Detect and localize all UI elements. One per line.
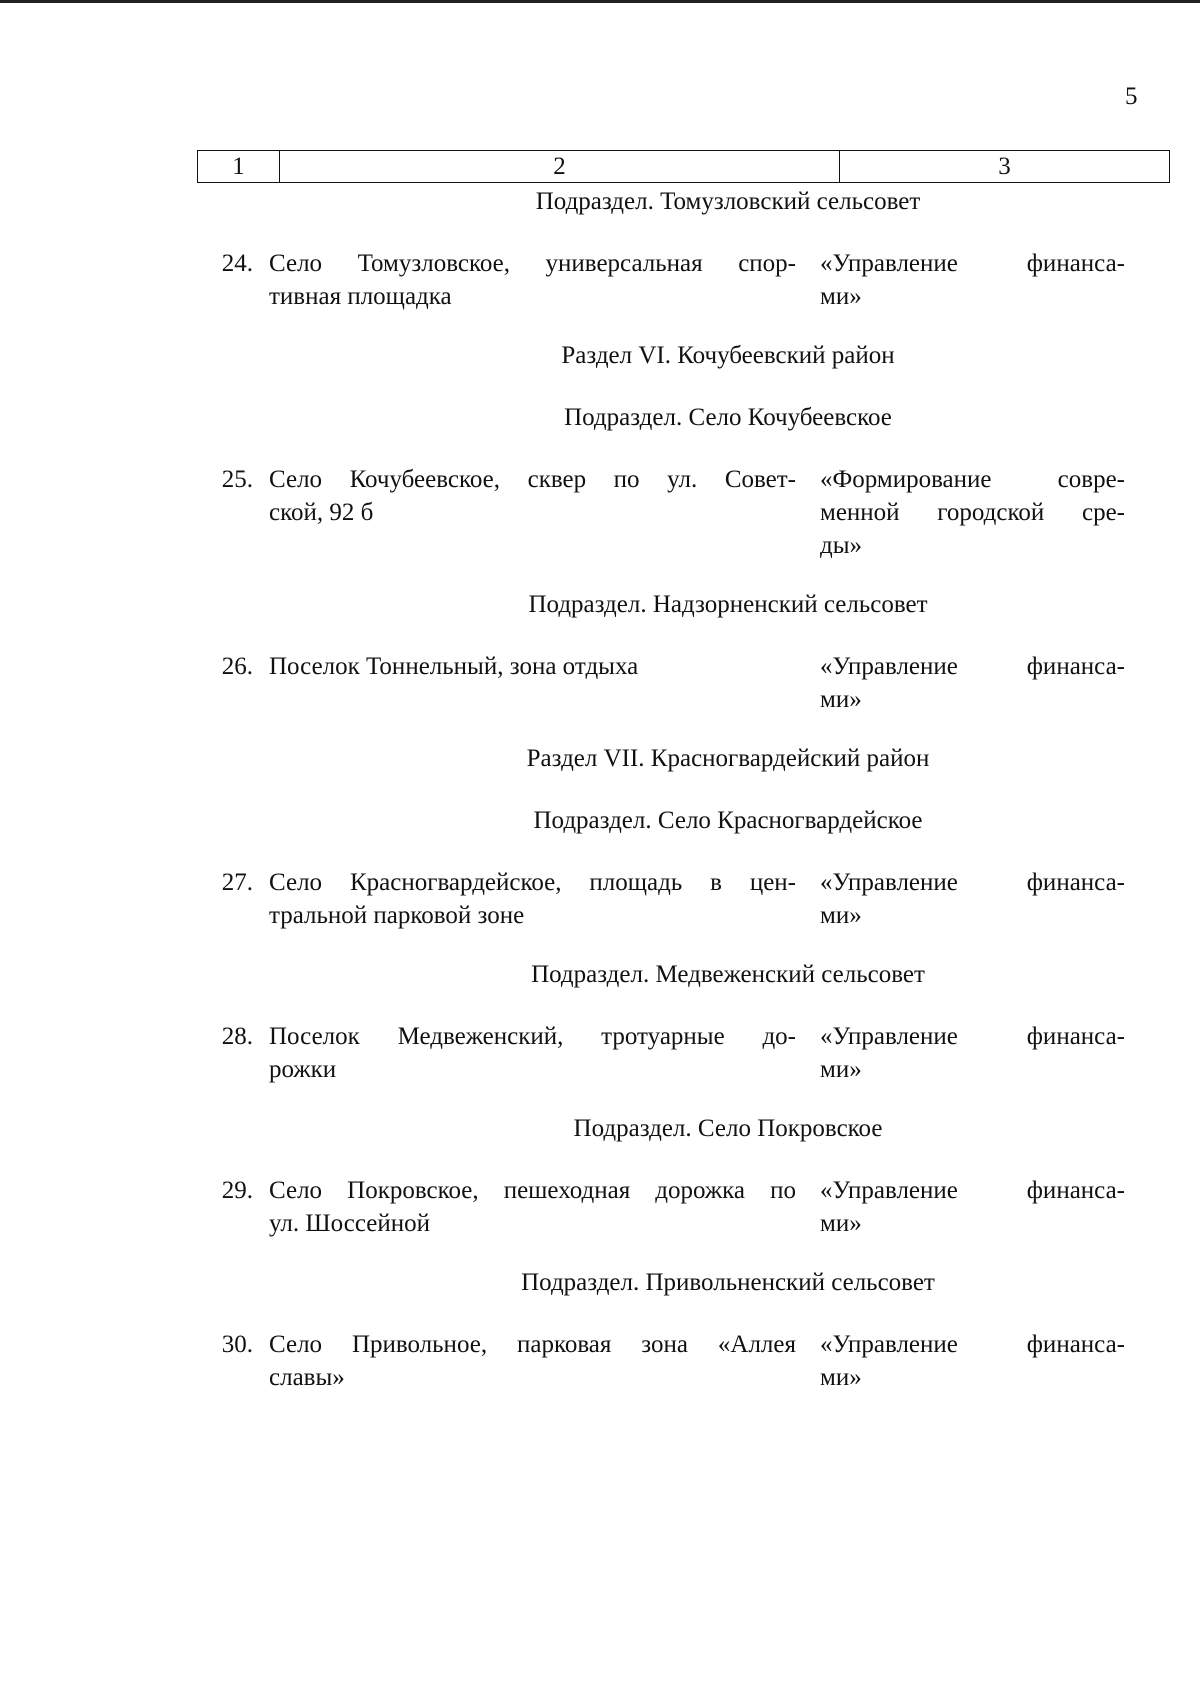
section-heading: Подраздел. Медвеженский сельсовет: [531, 961, 925, 988]
program-line: ми»: [820, 1364, 862, 1391]
description-line: ской, 92 б: [269, 499, 374, 526]
table-row: [197, 1174, 1169, 1240]
section-heading: Подраздел. Село Покровское: [573, 1115, 883, 1142]
row-program: [810, 247, 1125, 313]
description-line: Село Красногвардейское, площадь в цен-: [269, 869, 796, 896]
program-line: ми»: [820, 902, 862, 929]
program-line: менной городской сре-: [820, 499, 1125, 526]
table-row: [197, 1328, 1169, 1394]
program-line: ми»: [820, 1056, 862, 1083]
program-line: «Управление финанса-: [820, 1023, 1125, 1050]
row-description: [263, 1328, 810, 1394]
row-number: 27.: [221, 869, 253, 896]
header-col-3: 3: [840, 151, 1170, 183]
description-line: тральной парковой зоне: [269, 902, 525, 929]
section-heading: Подраздел. Томузловский сельсовет: [535, 188, 921, 215]
top-rule: [0, 0, 1200, 3]
row-program: [810, 1020, 1125, 1086]
row-description: [263, 1020, 810, 1086]
row-description: [263, 866, 810, 932]
row-number: 26.: [221, 653, 253, 680]
description-line: славы»: [269, 1364, 345, 1391]
table-row: [197, 1020, 1169, 1086]
description-line: рожки: [269, 1056, 337, 1083]
description-line: Поселок Тоннельный, зона отдыха: [269, 653, 639, 680]
description-line: Село Привольное, парковая зона «Аллея: [269, 1331, 796, 1358]
row-number: 24.: [221, 250, 253, 277]
row-number: 28.: [221, 1023, 253, 1050]
section-heading: Раздел VI. Кочубеевский район: [561, 342, 895, 369]
document-body: [197, 185, 1169, 1394]
table-row: [197, 463, 1169, 562]
program-line: «Управление финанса-: [820, 653, 1125, 680]
program-line: «Управление финанса-: [820, 250, 1125, 277]
program-line: ми»: [820, 1210, 862, 1237]
table-header: [197, 150, 1170, 183]
program-line: «Управление финанса-: [820, 1331, 1125, 1358]
row-program: [810, 1174, 1125, 1240]
section-heading: Подраздел. Село Красногвардейское: [533, 807, 923, 834]
program-line: «Управление финанса-: [820, 1177, 1125, 1204]
description-line: Поселок Медвеженский, тротуарные до-: [269, 1023, 796, 1050]
description-line: тивная площадка: [269, 283, 452, 310]
program-line: ми»: [820, 686, 862, 713]
table-row: [197, 247, 1169, 313]
program-line: ды»: [820, 532, 863, 559]
row-description: [263, 463, 810, 562]
section-heading: Подраздел. Село Кочубеевское: [564, 404, 892, 431]
program-line: «Управление финанса-: [820, 869, 1125, 896]
row-number: 29.: [221, 1177, 253, 1204]
row-description: [263, 247, 810, 313]
description-line: Село Покровское, пешеходная дорожка по: [269, 1177, 796, 1204]
row-program: [810, 1328, 1125, 1394]
row-description: [263, 1174, 810, 1240]
section-heading: Раздел VII. Красногвардейский район: [526, 745, 930, 772]
page-number: 5: [1125, 83, 1138, 110]
table-row: [197, 866, 1169, 932]
section-heading: Подраздел. Привольненский сельсовет: [521, 1269, 935, 1296]
table-row: [197, 650, 1169, 716]
header-col-1: 1: [198, 151, 280, 183]
section-heading: Подраздел. Надзорненский сельсовет: [528, 591, 928, 618]
program-line: «Формирование совре-: [820, 466, 1125, 493]
row-number: 25.: [221, 466, 253, 493]
description-line: ул. Шоссейной: [269, 1210, 430, 1237]
row-program: [810, 463, 1125, 562]
row-program: [810, 650, 1125, 716]
program-line: ми»: [820, 283, 862, 310]
row-number: 30.: [221, 1331, 253, 1358]
description-line: Село Томузловское, универсальная спор-: [269, 250, 796, 277]
header-col-2: 2: [280, 151, 840, 183]
row-description: [263, 650, 810, 716]
row-program: [810, 866, 1125, 932]
description-line: Село Кочубеевское, сквер по ул. Совет-: [269, 466, 796, 493]
